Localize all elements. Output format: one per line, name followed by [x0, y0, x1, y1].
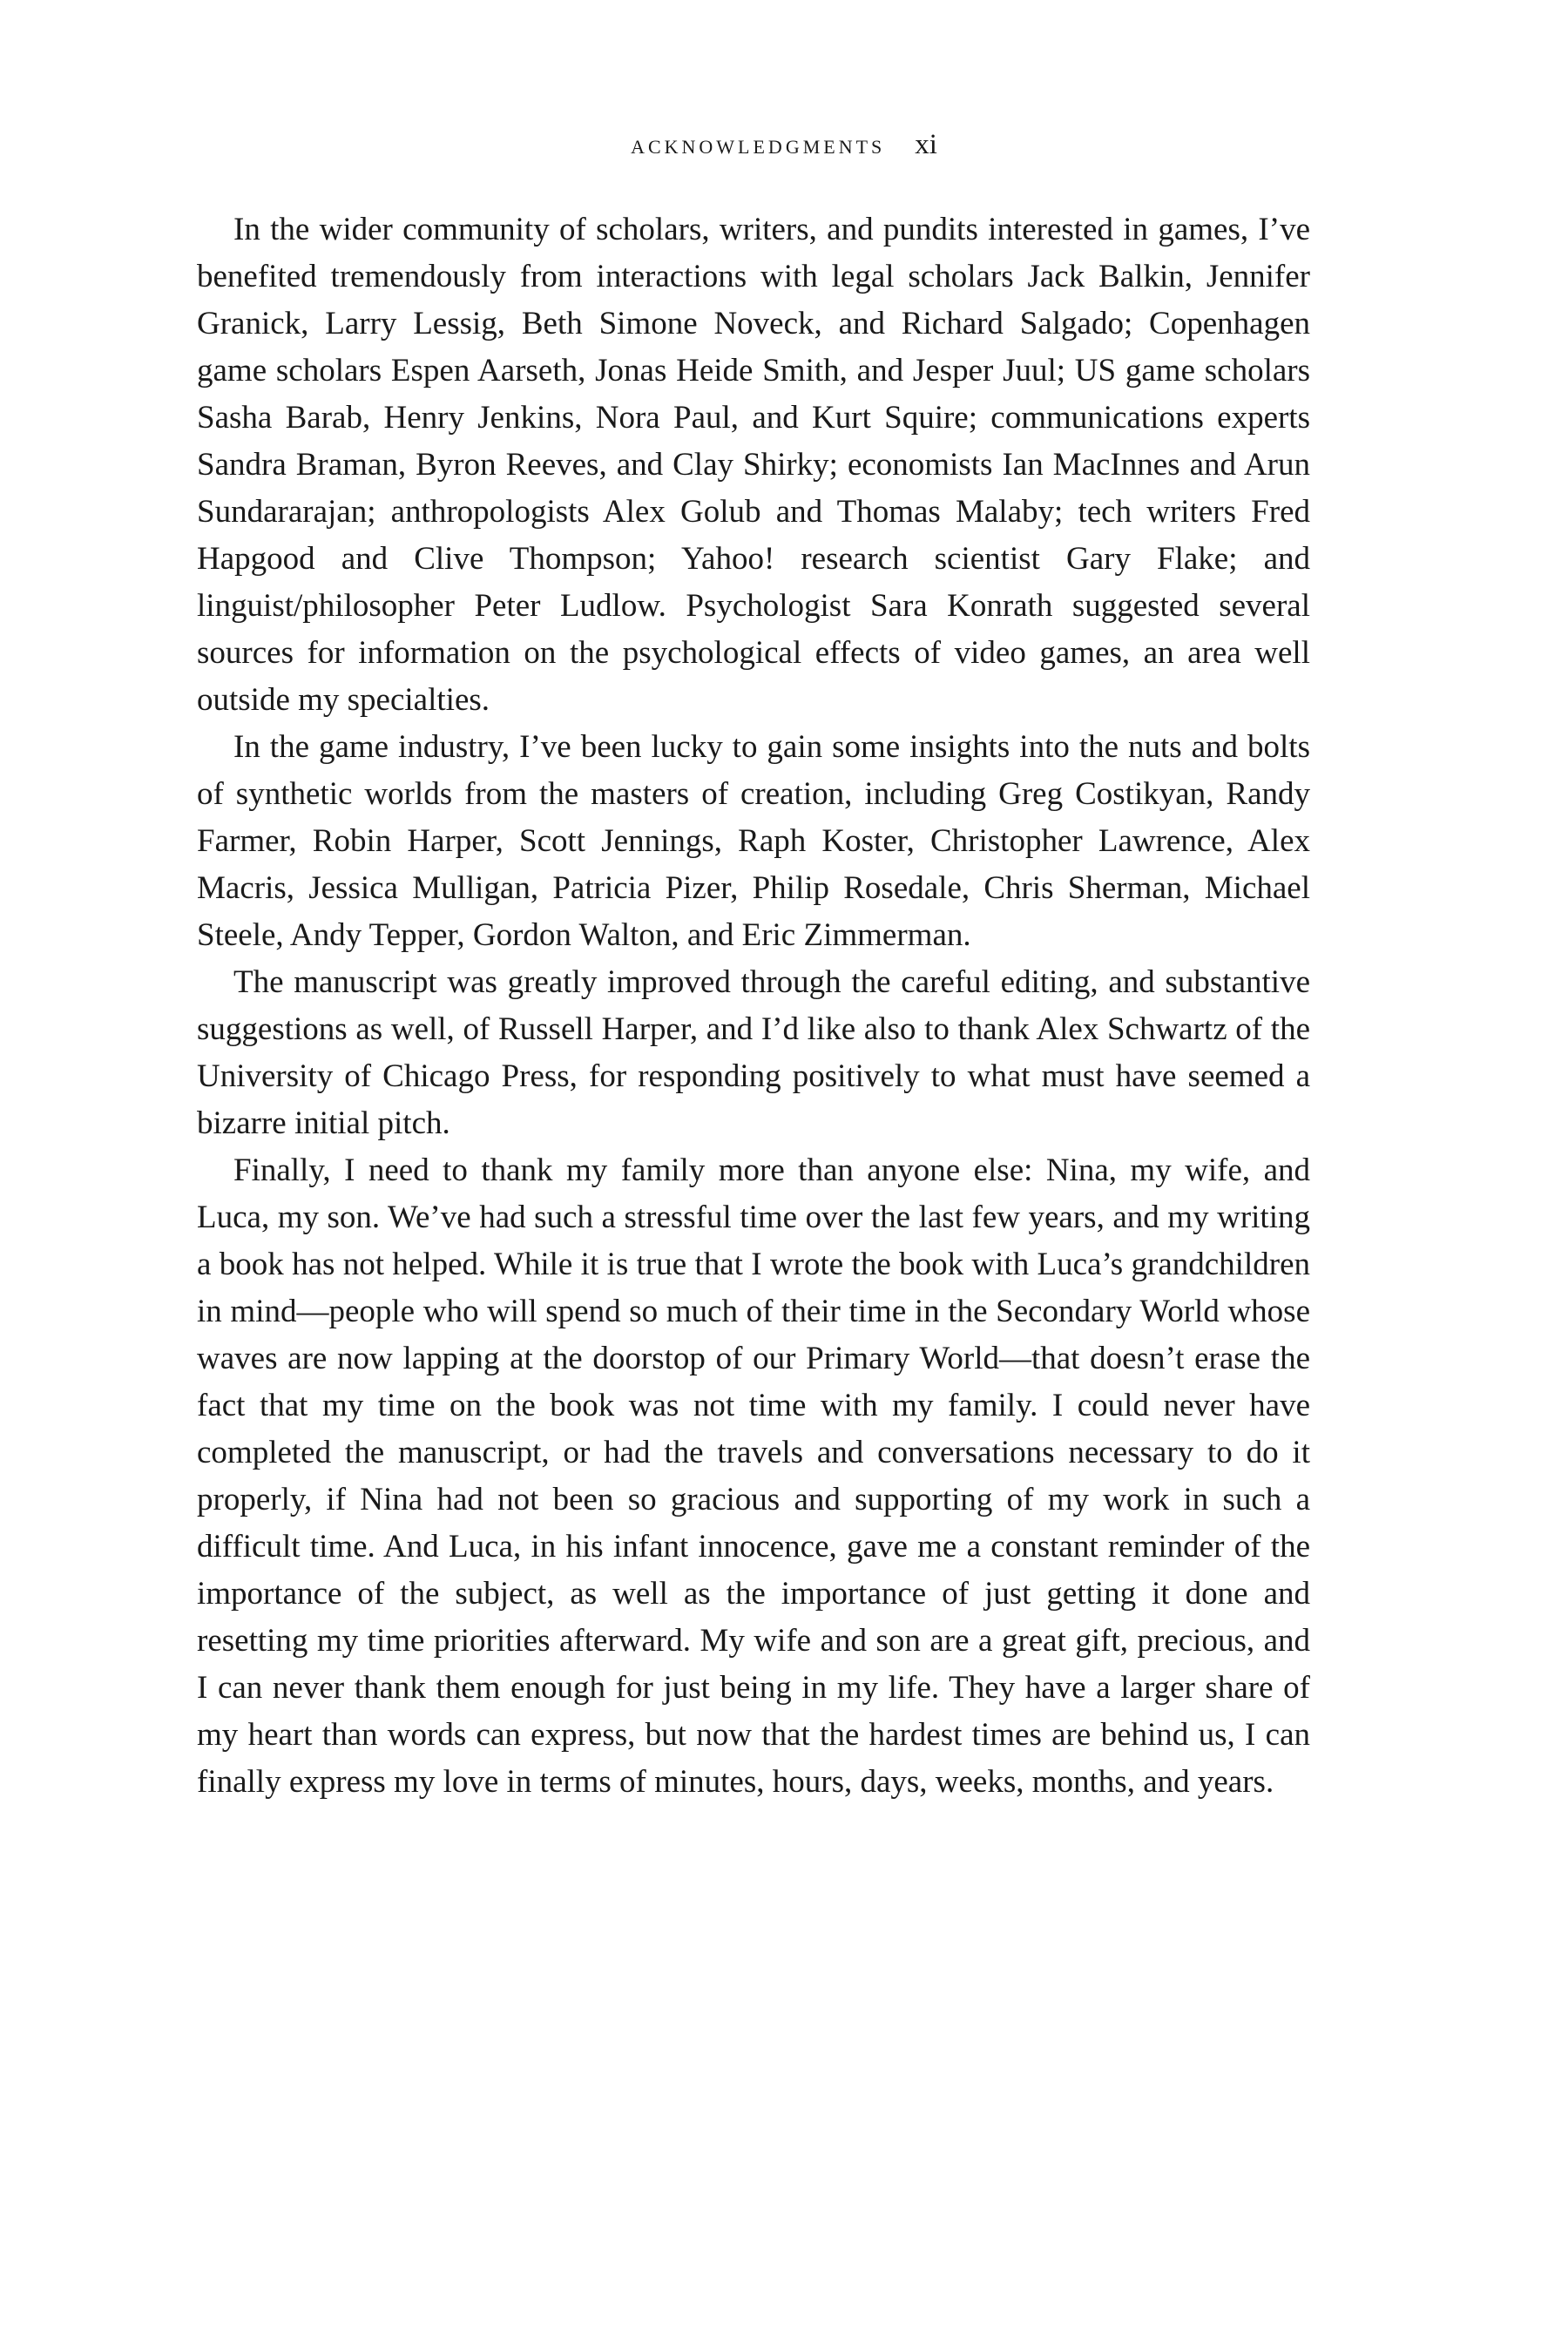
paragraph-manuscript: The manuscript was greatly improved through the careful editing, and substantive suggestions as well, of Russell Harper, and I’d like also to thank Alex Schwartz of the University of Chicago Press, for responding positively to what must have seemed a bizarre initial pitch. [197, 964, 1310, 1141]
body-text [197, 206, 1310, 1806]
page-number: xi [915, 129, 937, 160]
running-head-section: ACKNOWLEDGMENTS [631, 136, 886, 158]
paragraph-scholars: In the wider community of scholars, writers, and pundits interested in games, I’ve benefited tremendously from interactions with legal scholars Jack Balkin, Jennifer Granick, Larry Lessig, Beth Simone Noveck, and Richard Salgado; Copenhagen game scholars Espen Aarseth, Jonas Heide Smith, and Jesper Juul; US game scholars Sasha Barab, Henry Jenkins, Nora Paul, and Kurt Squire; communications experts Sandra Braman, Byron Reeves, and Clay Shirky; economists Ian MacInnes and Arun Sundararajan; anthropologists Alex Golub and Thomas Malaby; tech writers Fred Hapgood and Clive Thompson; Yahoo! research scientist Gary Flake; and linguist/philosopher Peter Ludlow. Psychologist Sara Konrath suggested several sources for information on the psychological effects of video games, an area well outside my specialties. [197, 212, 1310, 718]
running-head [0, 129, 1568, 163]
paragraph-game-industry: In the game industry, I’ve been lucky to gain some insights into the nuts and bolts of synthetic worlds from the masters of creation, including Greg Costikyan, Randy Farmer, Robin Harper, Scott Jennings, Raph Koster, Christopher Lawrence, Alex Macris, Jessica Mulligan, Patricia Pizer, Philip Rosedale, Chris Sherman, Michael Steele, Andy Tepper, Gordon Walton, and Eric Zimmerman. [197, 729, 1310, 953]
paragraph-family: Finally, I need to thank my family more than anyone else: Nina, my wife, and Luca, my son. We’ve had such a stressful time over the last few years, and my writing a book has not helped. While it is true that I wrote the book with Luca’s grandchildren in mind—people who will spend so much of their time in the Secondary World whose waves are now lapping at the doorstop of our Primary World—that doesn’t erase the fact that my time on the book was not time with my family. I could never have completed the manuscript, or had the travels and conversations necessary to do it properly, if Nina had not been so gracious and supporting of my work in such a difficult time. And Luca, in his infant innocence, gave me a constant reminder of the importance of the subject, as well as the importance of just getting it done and resetting my time priorities afterward. My wife and son are a great gift, precious, and I can never thank them enough for just being in my life. They have a larger share of my heart than words can express, but now that the hardest times are behind us, I can finally express my love in terms of minutes, hours, days, weeks, months, and years. [197, 1152, 1310, 1800]
